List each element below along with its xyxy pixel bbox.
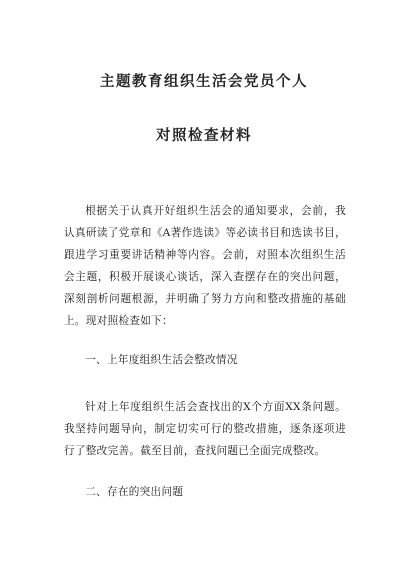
document-title-line2: 对照检查材料 bbox=[156, 128, 252, 144]
intro-paragraph: 根据关于认真开好组织生活会的通知要求，会前，我认真研读了党章和《A著作选读》等必读书目和选读书目，跟进学习重要讲话精神等内容。会前，对照本次组织生活会主题，积极开展谈心谈话，深入查摆存在的突出问题，深刻剖析问题根源，并明确了努力方向和整改措施的基础上。现对照检查如下： bbox=[64, 205, 346, 327]
section-heading-2: 二、存在的突出问题 bbox=[85, 486, 184, 498]
section-heading-1: 一、上年度组织生活会整改情况 bbox=[85, 354, 238, 366]
section1-paragraph: 针对上年度组织生活会查找出的X个方面XX条问题。我坚持问题导向，制定切实可行的整改措施，逐条逐项进行了整改完善。截至目前，查找问题已全面完成整改。 bbox=[64, 401, 346, 457]
document-title-line1: 主题教育组织生活会党员个人 bbox=[100, 74, 308, 90]
